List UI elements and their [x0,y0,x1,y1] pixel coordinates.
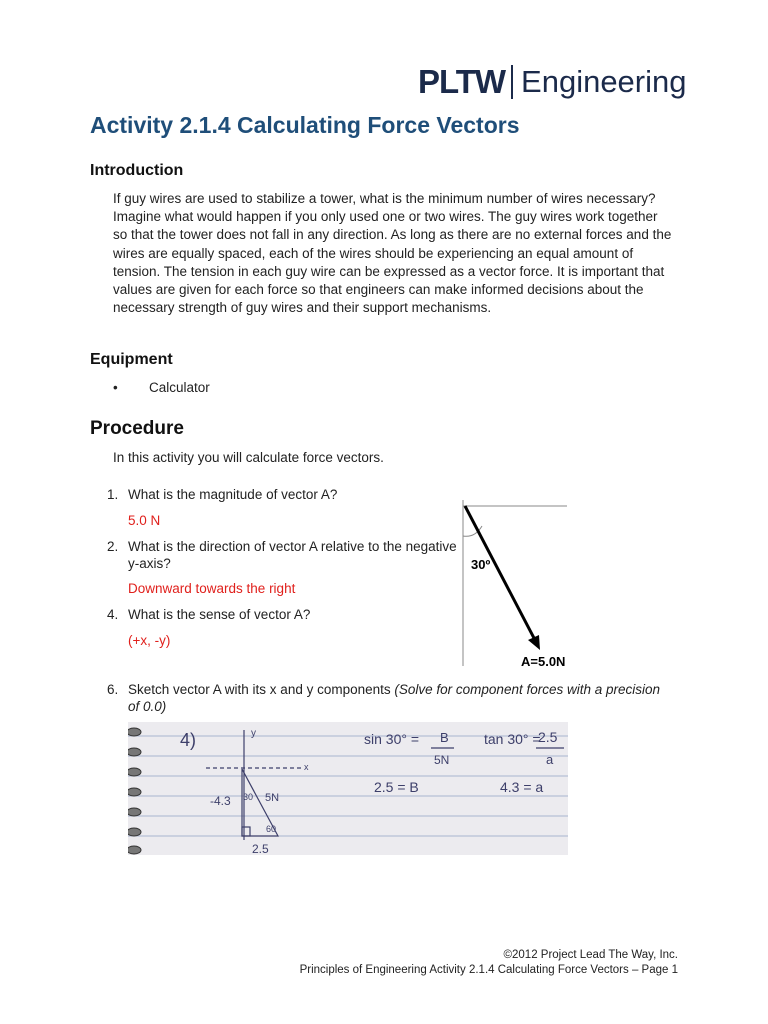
equation-1-numerator: B [440,730,449,745]
handwritten-sketch-photo [128,722,568,855]
equipment-item [113,380,210,395]
procedure-intro: In this activity you will calculate force vectors. [113,450,384,465]
question-text: What is the sense of vector A? [128,607,311,622]
equation-2-result: 4.3 = a [500,779,544,795]
sketch-bottom-value: 2.5 [252,842,269,855]
footer-copyright: ©2012 Project Lead The Way, Inc. [503,949,678,961]
equation-2-numerator: 2.5 [538,729,558,745]
sketch-hypotenuse: 5N [265,792,280,804]
question-text: What is the magnitude of vector A? [128,487,338,502]
logo-brand: PLTW [418,63,506,100]
equation-1-lhs: sin 30° = [364,731,420,747]
sketch-left-value: -4.3 [210,794,231,808]
answer-1: 5.0 N [128,513,161,528]
page-footer [300,948,678,978]
question-number: 2. [107,539,119,554]
sketch-angle-bottom: 60 [266,824,277,834]
question-number: 6. [107,682,119,697]
logo-product: Engineering [521,64,687,99]
equipment-item-label: Calculator [149,380,210,395]
pltw-logo [418,62,687,102]
equation-2-lhs: tan 30° = [484,731,541,747]
question-6-note: (Solve for component forces with a precision of 0.0) [128,682,661,714]
equipment-list [113,380,210,395]
angle-label: 30º [471,557,491,572]
question-text: What is the direction of vector A relative to the negative y-axis? [128,539,457,571]
vector-diagram [455,488,575,670]
notebook-page [128,722,568,855]
answer-2: Downward towards the right [128,581,296,596]
vector-label: A=5.0N [521,654,566,669]
question-6-text: Sketch vector A with its x and y components [128,682,395,697]
footer-page-info: Principles of Engineering Activity 2.1.4 Calculating Force Vectors – Page 1 [299,964,678,976]
procedure-heading: Procedure [90,418,184,439]
equipment-heading: Equipment [90,351,173,368]
bullet-point: • [113,380,118,395]
question-number: 1. [107,487,119,502]
equation-1-denominator: 5N [434,753,450,767]
introduction-heading: Introduction [90,162,184,179]
sketch-y-label: y [251,728,256,739]
question-number: 4. [107,607,119,622]
sketch-x-label: x [304,762,309,772]
equation-2-denominator: a [546,752,554,767]
answer-4: (+x, -y) [128,633,171,648]
introduction-text: If guy wires are used to stabilize a tower, what is the minimum number of wires necessary? Imagine what would happen if you only used one or two wires. The guy wires work together so that the tower does not fall in any direction. As long as there are no external forces and the wires are equally spaced, each of the wires should be experiencing an equal amount of tension. The tension in each guy wire can be expressed as a vector force. It is important that values are given for each force so that engineers can make informed decisions about the necessary strength of guy wires and their support mechanisms. [113,191,672,316]
sketch-question-mark: 4) [180,730,197,750]
equation-1-result: 2.5 = B [374,779,419,795]
vector-a-line [465,506,535,640]
page-title: Activity 2.1.4 Calculating Force Vectors [90,112,520,138]
sketch-angle-top: 30 [243,792,254,802]
logo-divider [511,65,513,99]
question-text [128,681,668,715]
